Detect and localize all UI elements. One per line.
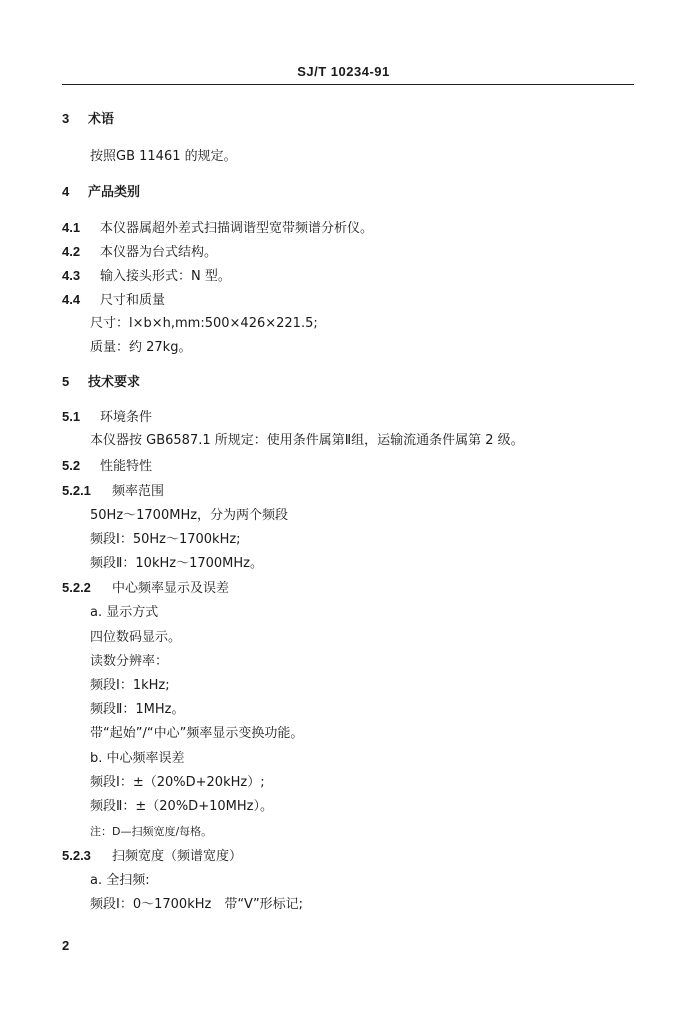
clause-text: 尺寸和质量 (100, 293, 166, 308)
clause-5-1 (62, 409, 152, 426)
clause-number: 4.2 (62, 244, 81, 259)
section-heading-category (62, 184, 140, 201)
body-text: 频段Ⅰ：1kHz; (90, 678, 170, 693)
clause-number: 5.2.1 (62, 483, 91, 498)
page-number: 2 (62, 938, 70, 953)
body-text: a. 显示方式 (90, 605, 159, 620)
clause-text: 环境条件 (100, 410, 153, 425)
body-line (90, 508, 288, 524)
clause-number: 4.3 (62, 268, 81, 283)
body-text: 尺寸：l×b×h,mm:500×426×221.5; (90, 316, 318, 331)
clause-number: 4.4 (62, 292, 81, 307)
clause-5-2 (62, 458, 152, 475)
clause-number: 5.2.3 (62, 848, 91, 863)
body-text: 读数分辨率： (90, 654, 169, 669)
section-title: 术语 (88, 112, 115, 127)
clause-4-4 (62, 292, 165, 309)
body-line (90, 678, 170, 694)
section-number: 4 (62, 184, 70, 199)
clause-text: 中心频率显示及误差 (112, 581, 230, 596)
clause-text: 本仪器属超外差式扫描调谐型宽带频谱分析仪。 (100, 221, 374, 236)
body-line (90, 654, 168, 670)
clause-4-2 (62, 244, 217, 261)
clause-4-1 (62, 220, 373, 237)
body-line (90, 751, 185, 767)
clause-text: 频率范围 (112, 484, 165, 499)
clause-text: 本仪器为台式结构。 (100, 245, 218, 260)
body-line (90, 775, 265, 791)
body-text: 频段Ⅱ：±（20%D+10MHz）。 (90, 799, 273, 814)
body-text: 质量：约 27kg。 (90, 340, 192, 355)
header-rule (62, 84, 634, 85)
clause-text: 扫频宽度（频谱宽度） (112, 849, 243, 864)
clause-number: 4.1 (62, 220, 81, 235)
clause-4-3 (62, 268, 231, 285)
body-text: 50Hz～1700MHz，分为两个频段 (90, 508, 289, 523)
body-text: 带“起始”/“中心”频率显示变换功能。 (90, 726, 304, 741)
body-line (90, 605, 158, 621)
section-title: 技术要求 (88, 375, 141, 390)
note-text: 注：D—扫频宽度/每格。 (90, 825, 213, 838)
body-text: 本仪器按 GB6587.1 所规定：使用条件属第Ⅱ组，运输流通条件属第 2 级。 (90, 433, 524, 448)
body-text: 频段Ⅰ：±（20%D+20kHz）; (90, 775, 265, 790)
clause-text: 输入接头形式：N 型。 (100, 269, 231, 284)
section-title: 产品类别 (88, 185, 141, 200)
clause-number: 5.2.2 (62, 580, 91, 595)
clause-5-2-2 (62, 580, 229, 597)
body-line (90, 799, 273, 815)
clause-text: 性能特性 (100, 459, 153, 474)
body-text: 频段Ⅰ：50Hz～1700kHz; (90, 532, 241, 547)
body-line (90, 556, 263, 572)
clause-number: 5.2 (62, 458, 81, 473)
body-text: 按照GB 11461 的规定。 (90, 149, 237, 164)
body-text: 频段Ⅱ：10kHz～1700MHz。 (90, 556, 263, 571)
section-heading-requirements (62, 374, 140, 391)
body-text: b. 中心频率误差 (90, 751, 185, 766)
body-line (90, 532, 241, 548)
section-number: 3 (62, 111, 70, 126)
body-line (90, 726, 303, 742)
body-line (90, 340, 191, 356)
body-text: 频段Ⅱ：1MHz。 (90, 702, 185, 717)
body-line (90, 702, 185, 718)
standard-code-header: SJ/T 10234-91 (297, 64, 390, 79)
note-line (90, 824, 212, 840)
body-line (90, 433, 524, 449)
body-line (90, 873, 150, 889)
clause-5-2-1 (62, 483, 164, 500)
body-text: a. 全扫频: (90, 873, 150, 888)
body-text: 四位数码显示。 (90, 630, 182, 645)
clause-5-2-3 (62, 848, 242, 865)
section-number: 5 (62, 374, 70, 389)
body-text: 频段Ⅰ：0～1700kHz 带“V”形标记; (90, 897, 304, 912)
clause-number: 5.1 (62, 409, 81, 424)
body-line (90, 316, 318, 332)
body-line (90, 630, 181, 646)
section-heading-terms (62, 111, 114, 128)
body-line (90, 149, 237, 165)
body-line (90, 897, 303, 913)
